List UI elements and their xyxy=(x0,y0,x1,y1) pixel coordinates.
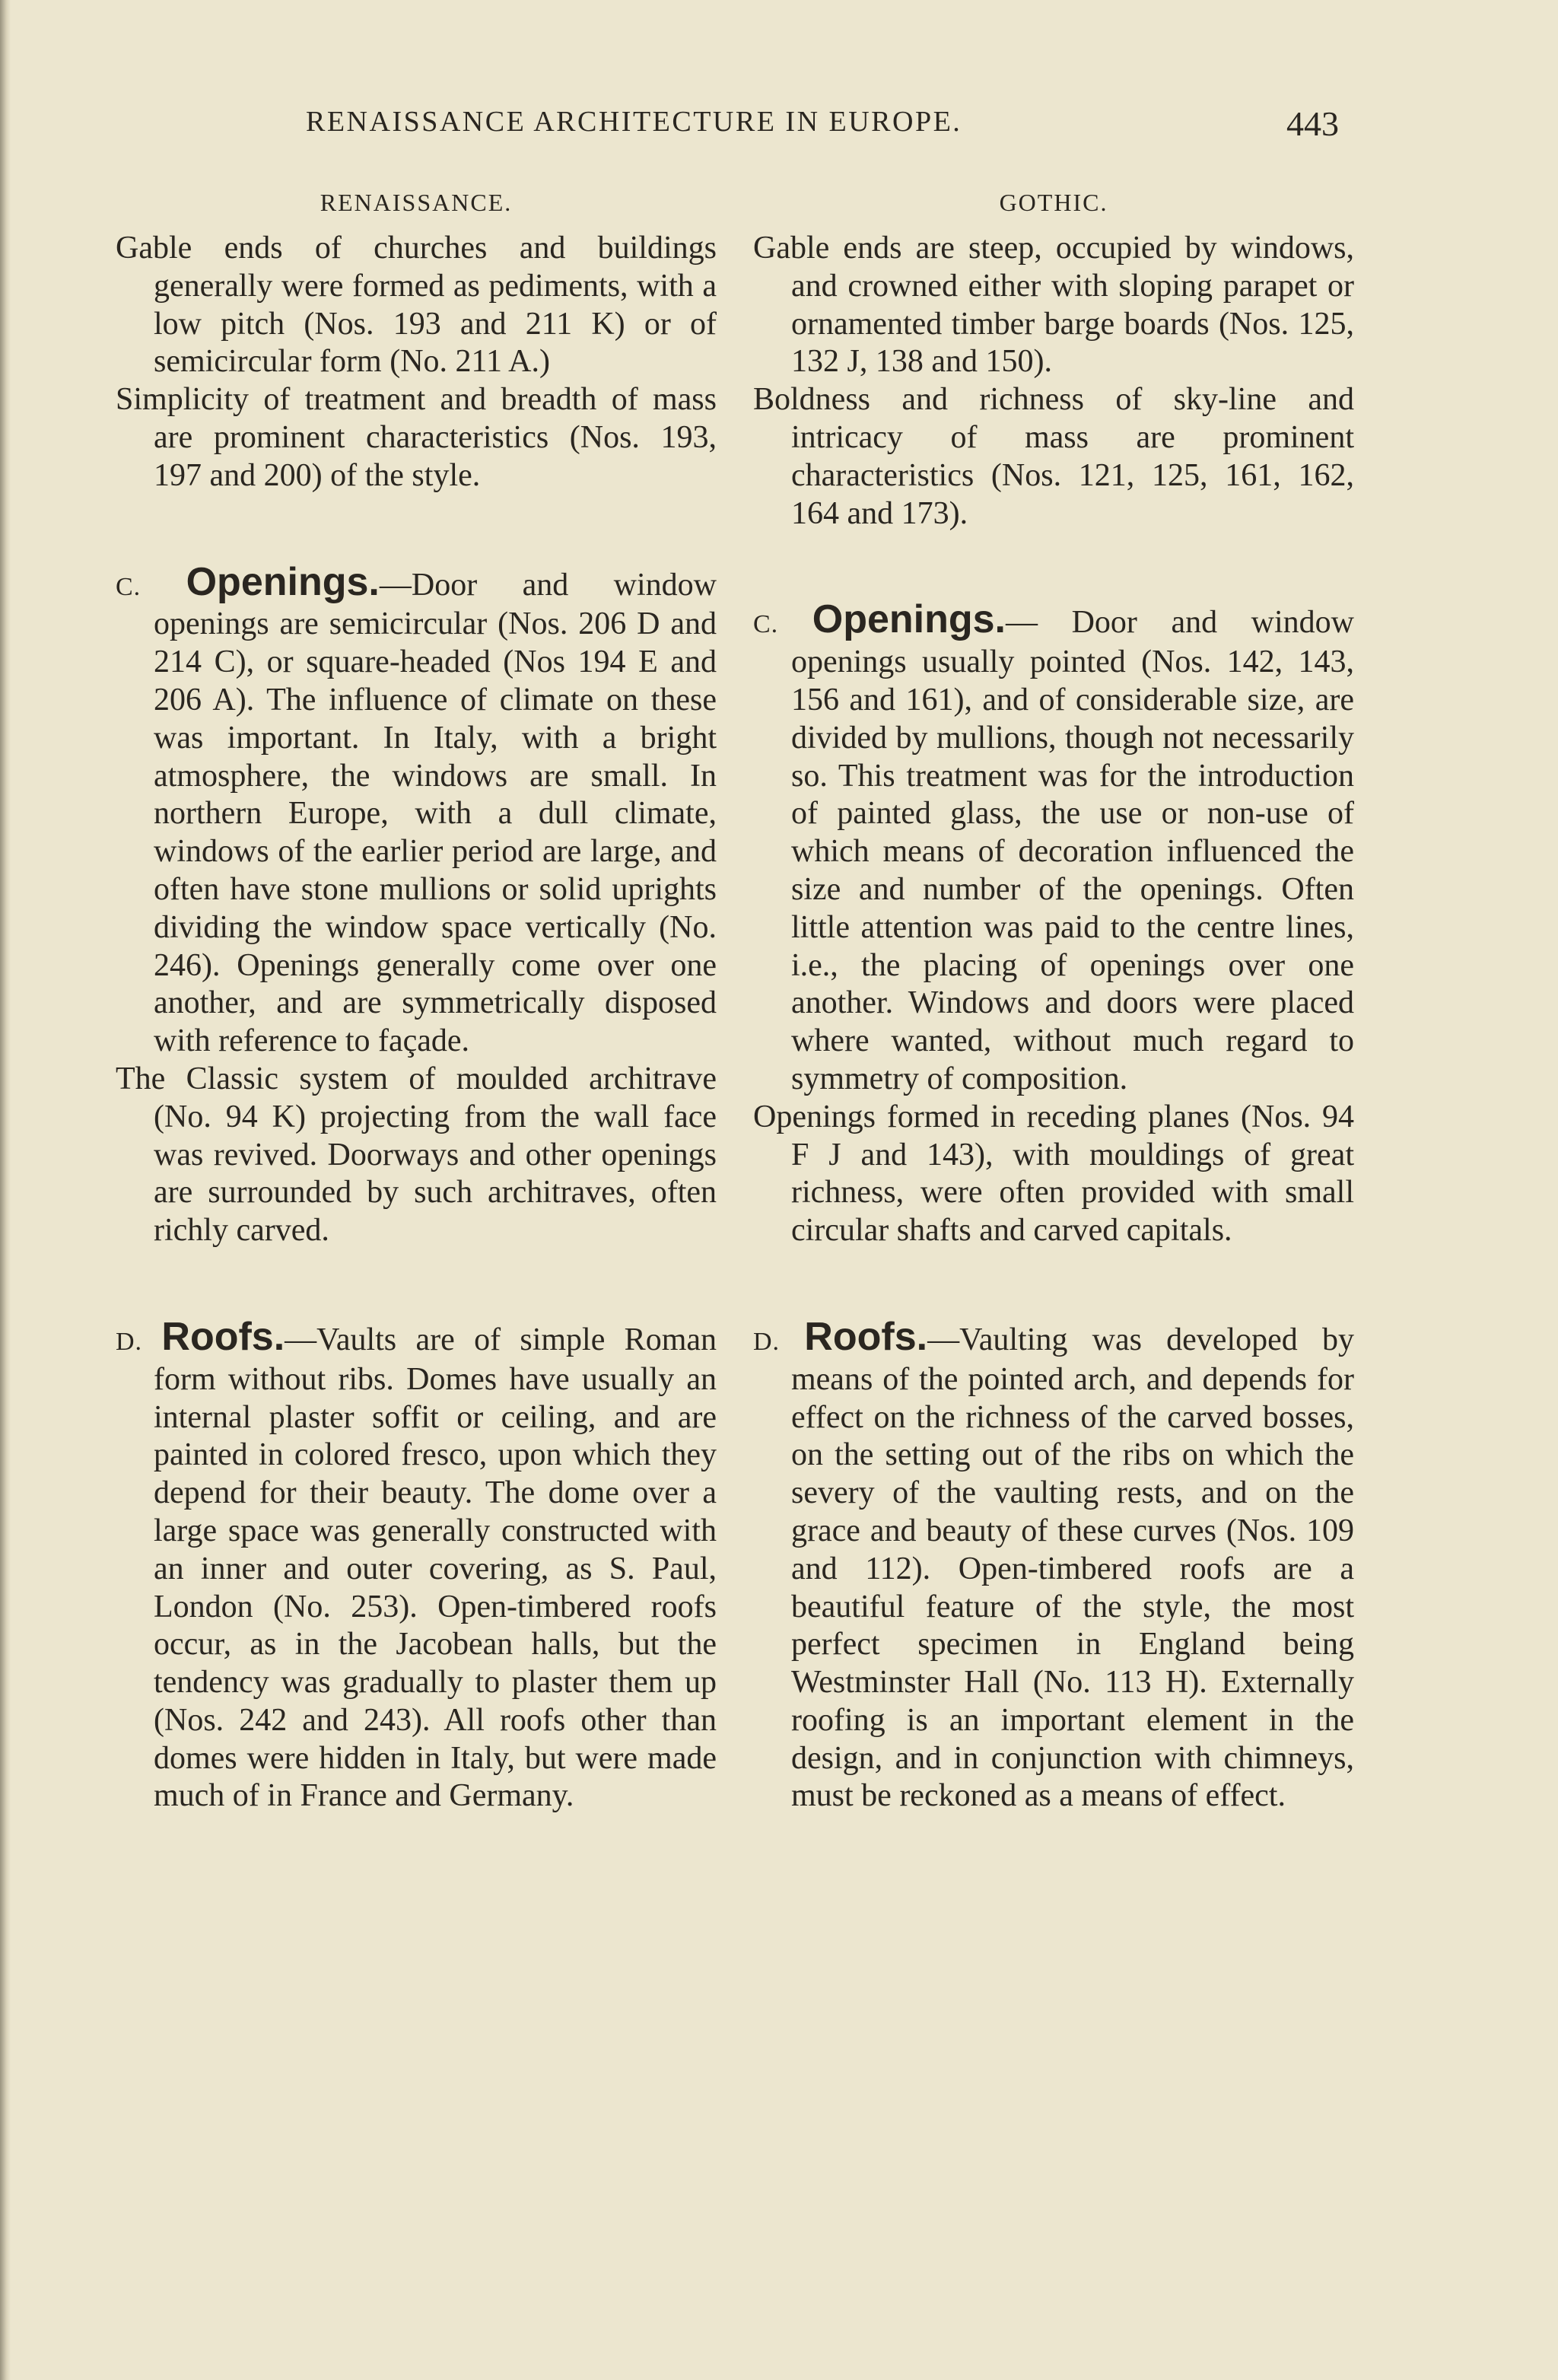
page-header xyxy=(289,105,1339,151)
running-head: RENAISSANCE ARCHITECTURE IN EUROPE. xyxy=(306,106,962,138)
section-letter: C. xyxy=(753,610,779,639)
roofs-title: Roofs. xyxy=(161,1314,285,1359)
page-binding-edge xyxy=(0,0,11,2380)
section-letter: C. xyxy=(116,572,141,601)
openings-title: Openings. xyxy=(812,597,1006,642)
renaissance-simplicity-paragraph: Simplicity of treatment and breadth of mass are prominent characteristics (Nos. 193, 197 and 200) of the style. xyxy=(116,382,717,493)
section-letter: D. xyxy=(116,1327,143,1356)
openings-text: — Door and window openings usually pointed (Nos. 142, 143, 156 and 161), and of considerable size, are divided by mullions, though not necessarily so. This treatment was for the introduction of painted glass, the use or non-use of which means of decoration influenced the size and number of the openings. Often little attention was paid to the centre lines, i.e., the placing of openings over one another. Windows and doors were placed where wanted, without much regard to symmetry of composition. xyxy=(791,605,1355,1096)
gothic-skyline-paragraph: Boldness and richness of sky-line and intricacy of mass are prominent characteristics (Nos. 121, 125, 161, 162, 164 and 173). xyxy=(753,382,1354,531)
renaissance-roofs-paragraph xyxy=(116,1314,717,1815)
renaissance-gables-paragraph: Gable ends of churches and buildings generally were formed as pediments, with a low pitch (Nos. 193 and 211 K) or of semicircular form (No. 211 A.) xyxy=(116,231,717,380)
gothic-gables-paragraph: Gable ends are steep, occupied by windows, and crowned either with sloping parapet or ornamented timber barge boards (Nos. 125, 132 J, 138 and 150). xyxy=(753,231,1354,380)
roofs-text: —Vaulting was developed by means of the pointed arch, and depends for effect on the richness of the carved bosses, on the setting out of the ribs on which the severy of the vaulting rests, and on the grace and beauty of these curves (Nos. 109 and 112). Open-timbered roofs are a beautiful feature of the style, the most perfect specimen in England being Westminster Hall (No. 113 H). Externally roofing is an important element in the design, and in conjunction with chimneys, must be reckoned as a means of effect. xyxy=(791,1322,1354,1814)
renaissance-column xyxy=(116,189,717,2243)
roofs-title: Roofs. xyxy=(804,1314,928,1359)
gothic-heading: GOTHIC. xyxy=(999,189,1108,216)
gothic-roofs-paragraph xyxy=(753,1314,1354,1815)
roofs-text: —Vaults are of simple Roman form without ribs. Domes have usually an internal plaster soffit or ceiling, and are painted in colored fresco, upon which they depend for their beauty. The dome over a large space was generally constructed with an inner and outer covering, as S. Paul, London (No. 253). Open-timbered roofs occur, as in the Jacobean halls, but the tendency was gradually to plaster them up (Nos. 242 and 243). All roofs other than domes were hidden in Italy, but were made much of in France and Germany. xyxy=(154,1322,717,1814)
gothic-openings-paragraph xyxy=(753,597,1355,1098)
renaissance-architrave-paragraph: The Classic system of moulded architrave (No. 94 K) projecting from the wall face was revived. Doorways and other openings are surrounded by such architraves, often richly carved. xyxy=(116,1061,717,1249)
renaissance-openings-paragraph xyxy=(116,559,717,1061)
openings-title: Openings. xyxy=(186,559,380,604)
renaissance-heading: RENAISSANCE. xyxy=(320,189,513,216)
section-letter: D. xyxy=(753,1327,781,1356)
gothic-column xyxy=(753,189,1354,2243)
openings-text: —Door and window openings are semicircular (Nos. 206 D and 214 C), or square-headed (Nos 194 E and 206 A). The influence of climate on these was important. In Italy, with a bright atmosphere, the windows are small. In northern Europe, with a dull climate, windows of the earlier period are large, and often have stone mullions or solid uprights dividing the window space vertically (No. 246). Openings generally come over one another, and are symmetrically disposed with reference to façade. xyxy=(154,567,717,1059)
gothic-receding-planes-paragraph: Openings formed in receding planes (Nos. 94 F J and 143), with mouldings of great richness, were often provided with small circular shafts and carved capitals. xyxy=(753,1099,1354,1249)
page-number: 443 xyxy=(1286,104,1339,143)
